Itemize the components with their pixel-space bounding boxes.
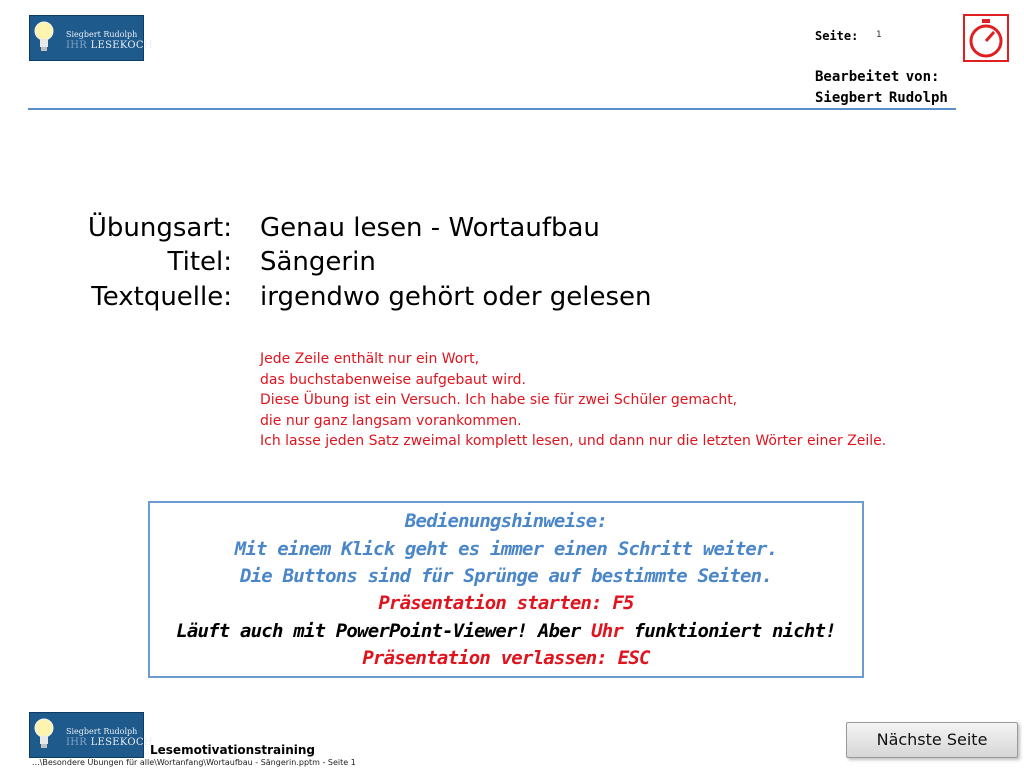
- footer-logo: [29, 712, 153, 758]
- exercise-type-label: Übungsart:: [87, 213, 232, 243]
- header-divider: [28, 108, 956, 110]
- title-value: Sängerin: [260, 247, 376, 277]
- footer-title: Lesemotivationstraining: [150, 743, 316, 757]
- note-line: die nur ganz langsam vorankommen.: [260, 412, 522, 429]
- note-line: Diese Übung ist ein Versuch. Ich habe sie für zwei Schüler gemacht,: [260, 392, 738, 408]
- stopwatch-icon: [965, 16, 1007, 60]
- lightbulb-icon: [33, 20, 55, 54]
- exercise-type-value: Genau lesen - Wortaufbau: [260, 213, 600, 243]
- lightbulb-icon: [33, 717, 55, 751]
- edited-by: [815, 67, 948, 109]
- timer-button[interactable]: [963, 14, 1009, 62]
- note-line: Jede Zeile enthält nur ein Wort,: [260, 351, 480, 367]
- instructions-exit: Präsentation verlassen: ESC: [362, 647, 650, 669]
- text-source-label: Textquelle:: [91, 282, 232, 312]
- instructions-box: [148, 501, 864, 678]
- logo: [29, 15, 153, 61]
- instructions-line-click: Mit einem Klick geht es immer einen Schritt weiter.: [234, 538, 778, 560]
- edited-by-name: Siegbert Rudolph: [815, 90, 948, 106]
- note-line: das buchstabenweise aufgebaut wird.: [260, 371, 526, 388]
- exercise-notes: [260, 349, 886, 452]
- logo-main-text: IHR LESEKOCH: [66, 40, 153, 51]
- instructions-start: Präsentation starten: F5: [378, 592, 634, 614]
- instructions-viewer: Läuft auch mit PowerPoint-Viewer! Aber Uhr funktioniert nicht!: [176, 620, 836, 642]
- text-source-value: irgendwo gehört oder gelesen: [260, 282, 652, 312]
- note-line: Ich lasse jeden Satz zweimal komplett lesen, und dann nur die letzten Wörter einer Zeile.: [260, 433, 887, 449]
- instructions-line-buttons: Die Buttons sind für Sprünge auf bestimmte Seiten.: [240, 565, 772, 587]
- logo-small-text: Siegbert Rudolph: [66, 727, 138, 736]
- title-label: Titel:: [167, 247, 232, 277]
- logo-main-text: IHR LESEKOCH: [66, 737, 153, 748]
- next-page-button[interactable]: Nächste Seite: [846, 722, 1018, 758]
- page-number: 1: [876, 30, 882, 40]
- logo-small-text: Siegbert Rudolph: [66, 30, 138, 39]
- page-label: Seite:: [815, 29, 859, 43]
- footer-file-path: ...\Besondere Übungen für alle\Wortanfang\Wortaufbau - Sängerin.pptm - Seite 1: [32, 758, 356, 767]
- edited-by-label: Bearbeitet von:: [815, 69, 940, 85]
- instructions-heading: Bedienungshinweise:: [404, 510, 608, 532]
